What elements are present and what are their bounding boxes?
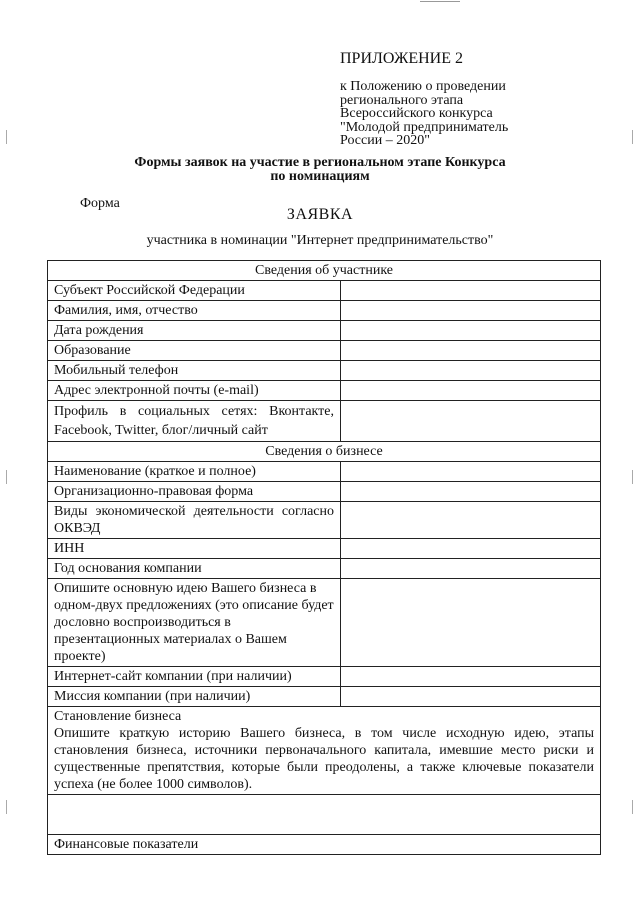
- form-label: Форма: [80, 196, 120, 211]
- section-business-header: Сведения о бизнесе: [48, 442, 601, 462]
- row-label-okved: Виды экономической деятельности согласно ОКВЭД: [48, 502, 341, 539]
- table-row: [48, 301, 601, 321]
- application-heading: ЗАЯВКА: [286, 206, 354, 223]
- table-row: [48, 381, 601, 401]
- section-row: [48, 261, 601, 281]
- table-row: [48, 482, 601, 502]
- table-row: [48, 281, 601, 301]
- row-value-mission[interactable]: [341, 687, 601, 707]
- table-row: [48, 559, 601, 579]
- row-value-okved[interactable]: [341, 502, 601, 539]
- row-value-fullname[interactable]: [341, 301, 601, 321]
- row-value-email[interactable]: [341, 381, 601, 401]
- scan-top-mark: [420, 1, 460, 2]
- row-label-fullname: Фамилия, имя, отчество: [48, 301, 341, 321]
- row-label-mission: Миссия компании (при наличии): [48, 687, 341, 707]
- table-row: [48, 667, 601, 687]
- row-label-region: Субъект Российской Федерации: [48, 281, 341, 301]
- row-value-education[interactable]: [341, 341, 601, 361]
- business-story-answer[interactable]: [48, 795, 601, 835]
- appendix-note: к Положению о проведении регионального этапа Всероссийского конкурса "Молодой предприниматель России – 2020": [340, 79, 509, 148]
- scan-edge-mark: [632, 130, 633, 144]
- table-row: [48, 687, 601, 707]
- table-row: [48, 835, 601, 855]
- row-label-email: Адрес электронной почты (e-mail): [48, 381, 341, 401]
- row-label-birthdate: Дата рождения: [48, 321, 341, 341]
- table-row: [48, 707, 601, 795]
- table-row: [48, 462, 601, 482]
- row-value-region[interactable]: [341, 281, 601, 301]
- scan-edge-mark: [6, 470, 7, 484]
- row-value-birthdate[interactable]: [341, 321, 601, 341]
- row-label-education: Образование: [48, 341, 341, 361]
- row-label-idea: Опишите основную идею Вашего бизнеса в одном-двух предложениях (это описание будет дословно воспроизводиться в презентационных материалах о Вашем проекте): [48, 579, 341, 667]
- table-row: [48, 502, 601, 539]
- table-row: [48, 579, 601, 667]
- table-row: [48, 341, 601, 361]
- table-row: [48, 361, 601, 381]
- row-label-founded: Год основания компании: [48, 559, 341, 579]
- row-label-inn: ИНН: [48, 539, 341, 559]
- row-label-legal-form: Организационно-правовая форма: [48, 482, 341, 502]
- section-participant-header: Сведения об участнике: [48, 261, 601, 281]
- row-value-founded[interactable]: [341, 559, 601, 579]
- row-value-website[interactable]: [341, 667, 601, 687]
- row-value-inn[interactable]: [341, 539, 601, 559]
- row-label-phone: Мобильный телефон: [48, 361, 341, 381]
- row-value-legal-form[interactable]: [341, 482, 601, 502]
- table-row: [48, 401, 601, 442]
- row-value-phone[interactable]: [341, 361, 601, 381]
- scan-edge-mark: [6, 800, 7, 814]
- business-story-title: Становление бизнеса: [54, 709, 182, 724]
- row-value-social[interactable]: [341, 401, 601, 442]
- table-row: [48, 321, 601, 341]
- row-label-company-name: Наименование (краткое и полное): [48, 462, 341, 482]
- scan-edge-mark: [6, 130, 7, 144]
- row-value-company-name[interactable]: [341, 462, 601, 482]
- table-row: [48, 539, 601, 559]
- appendix-title: ПРИЛОЖЕНИЕ 2: [340, 50, 464, 67]
- scan-edge-mark: [632, 470, 633, 484]
- business-story-text: Опишите краткую историю Вашего бизнеса, в том числе исходную идею, этапы становления бизнеса, источники первоначального капитала, имевшие место риски и существенные препятствия, которые были преодолены, а также ключевые показатели успеха (не более 1000 символов).: [54, 726, 594, 792]
- application-form-table: [47, 260, 601, 855]
- finance-label: Финансовые показатели: [48, 835, 601, 855]
- row-label-social: Профиль в социальных сетях: Вконтакте, Facebook, Twitter, блог/личный сайт: [48, 401, 341, 442]
- section-row: [48, 442, 601, 462]
- nomination-subtitle: участника в номинации "Интернет предпринимательство": [146, 233, 494, 248]
- row-label-website: Интернет-сайт компании (при наличии): [48, 667, 341, 687]
- business-story-cell: [48, 707, 601, 795]
- row-value-idea[interactable]: [341, 579, 601, 667]
- scan-edge-mark: [632, 800, 633, 814]
- table-row: [48, 795, 601, 835]
- forms-title: Формы заявок на участие в региональном этапе Конкурса по номинациям: [134, 155, 506, 184]
